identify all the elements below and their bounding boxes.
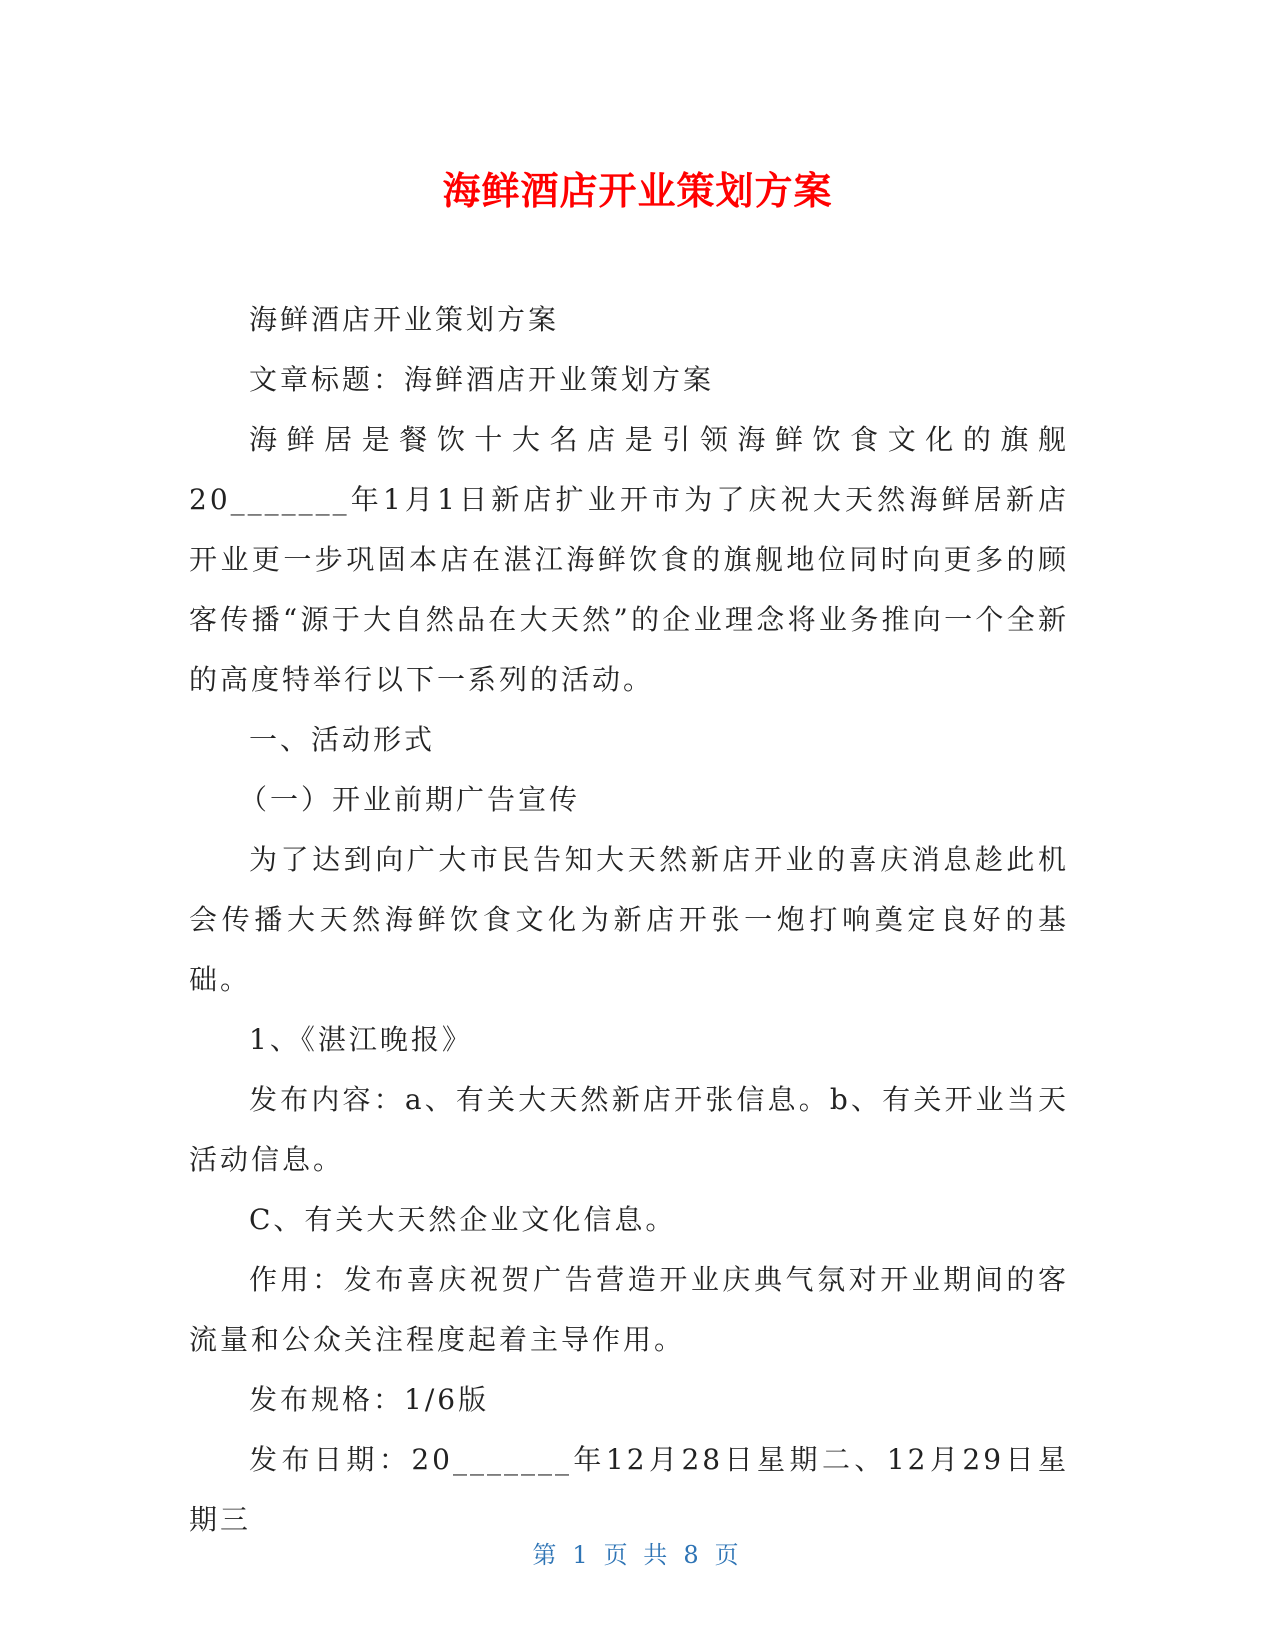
footer-middle: 页 共 (603, 1541, 672, 1569)
paragraph-heading: 海鲜酒店开业策划方案 (249, 303, 560, 336)
document-title: 海鲜酒店开业策划方案 (442, 169, 833, 213)
paragraph-intro: 海鲜居是餐饮十大名店是引领海鲜饮食文化的旗舰20_______年1月1日新店扩业开市为了庆祝大天然海鲜居新店开业更一步巩固本店在湛江海鲜饮食的旗舰地位同时向更多的顾客传播“源于大自然品在大天然”的企业理念将业务推向一个全新的高度特举行以下一系列的活动。 (189, 423, 1069, 696)
paragraph-effect: 作用：发布喜庆祝贺广告营造开业庆典气氛对开业期间的客流量和公众关注程度起着主导作用。 (189, 1263, 1069, 1356)
paragraph-publish-size: 发布规格：1/6版 (249, 1383, 490, 1416)
paragraph-culture-info: C、有关大天然企业文化信息。 (249, 1203, 677, 1236)
section-heading-activity-form: 一、活动形式 (249, 723, 436, 756)
footer-suffix: 页 (714, 1541, 743, 1569)
paragraph-article-title: 文章标题：海鲜酒店开业策划方案 (249, 363, 715, 396)
list-item-newspaper: 1、《湛江晚报》 (249, 1023, 473, 1056)
footer-page-number: 1 (572, 1541, 592, 1569)
paragraph-publish-content: 发布内容：a、有关大天然新店开张信息。b、有关开业当天活动信息。 (189, 1083, 1069, 1176)
footer-total-pages: 8 (683, 1541, 703, 1569)
paragraph-publish-date: 发布日期：20_______年12月28日星期二、12月29日星期三 (189, 1443, 1069, 1536)
document-body (189, 290, 1069, 1550)
footer-prefix: 第 (532, 1541, 561, 1569)
page-footer (0, 1535, 1275, 1570)
paragraph-advertising-purpose: 为了达到向广大市民告知大天然新店开业的喜庆消息趁此机会传播大天然海鲜饮食文化为新店开张一炮打响奠定良好的基础。 (189, 843, 1069, 996)
subsection-heading-advertising: （一）开业前期广告宣传 (239, 783, 581, 816)
